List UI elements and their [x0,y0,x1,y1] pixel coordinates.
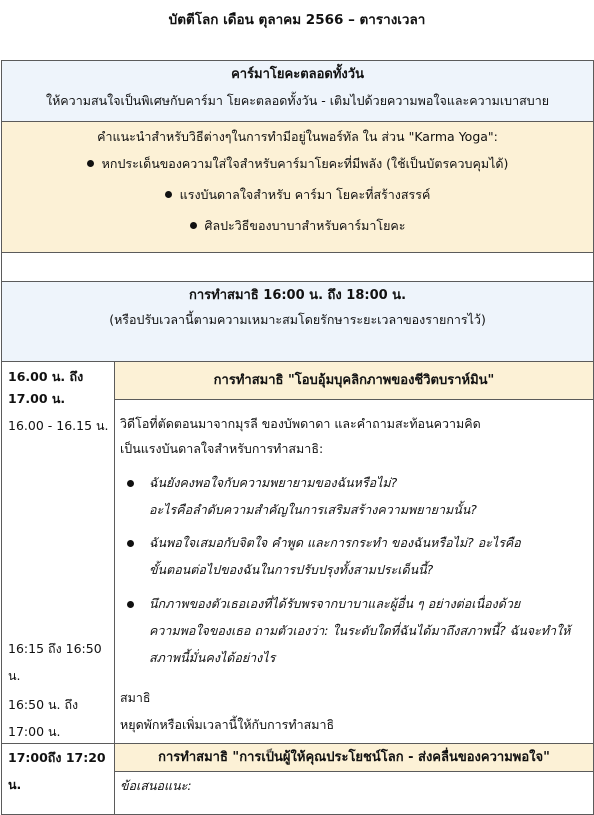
tip-text: ศิลปะวิธีของบาบาสำหรับคาร์มาโยคะ [204,218,406,233]
meditation-header-row [2,282,594,362]
suggest-label: ข้อเสนอแนะ: [120,778,192,793]
karma-heading: คาร์มาโยคะตลอดทั้งวัน [231,67,364,82]
question-text: ฉันยังคงพอใจกับความพยายามของฉันหรือไม่? [149,475,398,490]
sub-time-1615-start: 16:15 ถึง 16:50 [8,641,102,656]
question-item [127,474,587,519]
meditation-heading: การทำสมาธิ 16:00 น. ถึง 18:00 น. [188,288,407,303]
tip-item [2,155,593,173]
question-text: ฉันพอใจเสมอกับจิตใจ คำพูด และการกระทำ ของฉันหรือไม่? อะไรคือ [149,535,521,550]
sub-time-1650-start: 16:50 น. ถึง [8,697,79,712]
page-title: บัตตีโลก เดือน ตุลาคม 2566 – ตารางเวลา [168,12,426,28]
sub-time-1650-end: 17:00 น. [8,724,61,739]
slot-1-title: การทำสมาธิ "โอบอุ้มบุคลิกภาพของชีวิตบราห์มิน" [115,362,593,400]
slot-2-time-end: น. [8,777,22,792]
tip-item [2,217,593,235]
sub-time-1600: 16.00 - 16.15 น. [8,418,109,433]
blank-row [2,253,594,282]
question-text: ขั้นตอนต่อไปของฉันในการปรับปรุงทั้งสามประเด็นนี้? [149,562,434,577]
question-text: ความพอใจของเธอ ถามตัวเองว่า: ในระดับใดที่ฉันได้มาถึงสภาพนี้? ฉันจะทำให้ [149,623,571,638]
bullet-icon [127,540,134,547]
tip-item [2,186,593,204]
question-text: สภาพนี้มั่นคงได้อย่างไร [149,650,276,665]
karma-header-row [2,61,594,122]
bullet-icon [127,480,134,487]
slot-2-row [2,744,594,815]
break-line: หยุดพักหรือเพิ่มเวลานี้ให้กับการทำสมาธิ [120,717,335,732]
sub-time-1615-end: น. [8,668,21,683]
question-item [127,534,587,579]
bullet-icon [190,222,197,229]
samadhi-label: สมาธิ [120,690,151,705]
karma-description: ให้ความสนใจเป็นพิเศษกับคาร์มา โยคะตลอดทั้งวัน - เติมไปด้วยความพอใจและความเบาสบาย [45,93,550,108]
tip-text: แรงบันดาลใจสำหรับ คาร์มา โยคะที่สร้างสรรค์ [179,187,431,202]
karma-tips-row [2,122,594,253]
slot-2-title: การทำสมาธิ "การเป็นผู้ให้คุณประโยชน์โลก - ส่งคลื่นของความพอใจ" [115,744,593,772]
tips-intro: คำแนะนำสำหรับวิธีต่างๆในการทำมีอยู่ในพอร์ทัล ใน ส่วน "Karma Yoga": [97,129,498,144]
slot-2-time-start: 17:00ถึง 17:20 [8,750,106,765]
tip-text: หกประเด็นของความใส่ใจสำหรับคาร์มาโยคะที่มีพลัง (ใช้เป็นบัตรควบคุมได้) [101,156,509,171]
meditation-note: (หรือปรับเวลานี้ตามความเหมาะสมโดยรักษาระยะเวลาของรายการไว้) [109,312,486,327]
schedule-table [1,60,594,815]
slot-1-row [2,362,594,744]
slot-1-time-start: 16.00 น. ถึง [8,369,84,384]
bullet-icon [127,601,134,608]
video-line: วิดีโอที่ตัดตอนมาจากมุรลี ของบัพดาดา และคำถามสะท้อนความคิด [120,416,481,431]
bullet-icon [87,160,94,167]
question-text: อะไรคือลำดับความสำคัญในการเสริมสร้างความพยายามนั้น? [149,502,477,517]
inspire-line: เป็นแรงบันดาลใจสำหรับการทำสมาธิ: [120,441,324,456]
question-item [127,595,592,667]
slot-1-time-end: 17.00 น. [8,391,66,406]
question-text: นึกภาพของตัวเธอเองที่ได้รับพรจากบาบาและผู้อื่น ๆ อย่างต่อเนื่องด้วย [149,596,521,611]
bullet-icon [165,191,172,198]
